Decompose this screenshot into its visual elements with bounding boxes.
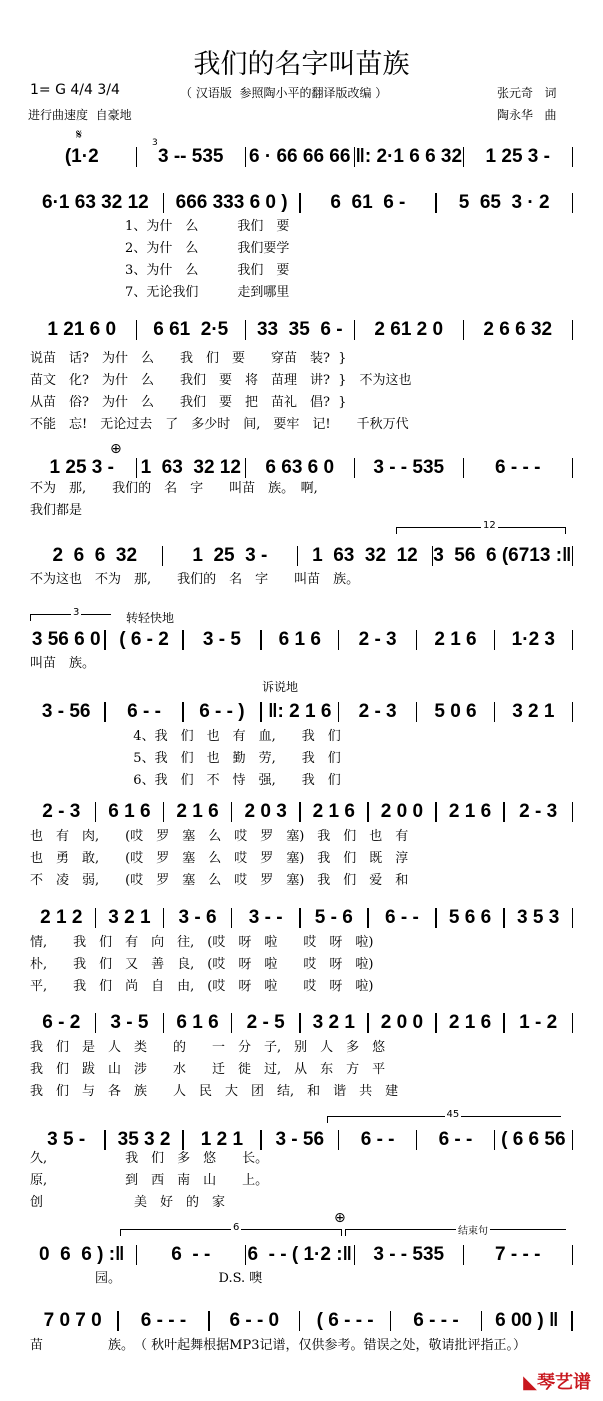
measure: 3 - - 535 (373, 457, 445, 478)
lyric-line: 1、为什 么 我们 要 (30, 219, 290, 234)
measure: 3 2 1 (108, 907, 151, 928)
lyric-line: 不 凌 弱, (哎 罗 塞 么 哎 罗 塞) 我 们 爱 和 (30, 873, 409, 888)
measure: 6 00 ) ‖ (495, 1310, 559, 1331)
measure: 2 1 6 (434, 629, 477, 650)
notation-system (28, 192, 573, 214)
measure: 2 - 5 (246, 1012, 285, 1033)
segno-icon: 𝄋 (76, 127, 83, 143)
bracket-label: 6 (233, 1222, 240, 1233)
measure: 3 - - 535 (373, 1244, 445, 1265)
lyric-line: 苗 族。 （ 秋叶起舞根据MP3记谱，仅供参考。错误之处，敬请批评指正。） (30, 1338, 526, 1353)
coda-icon: ⊕ (110, 441, 122, 457)
measure: 2 1 2 (40, 907, 83, 928)
notation-system (28, 629, 573, 651)
lyric-line: 我 们 是 人 类 的 一 分 子, 别 人 多 悠 (30, 1040, 386, 1055)
coda-icon: ⊕ (334, 1210, 346, 1226)
measure: 33 35 6 - (256, 319, 343, 340)
measure: 2 0 0 (380, 1012, 424, 1033)
measure: 1 63 32 12 (312, 545, 418, 566)
measure: 2 6 6 32 (52, 545, 138, 566)
measure: ‖: 2 1 6 (268, 701, 332, 722)
measure: 3 - 56 (41, 701, 91, 722)
lyric-line: 5、我 们 也 勤 劳, 我 们 (30, 751, 341, 766)
measure: 3 - 5 (202, 629, 241, 650)
ending-bracket (327, 1109, 561, 1123)
lyric-line: 不为 那, 我们的 名 字 叫苗 族。 啊, (30, 481, 318, 496)
lyric-line: 平, 我 们 尚 自 由, (哎 呀 啦 哎 呀 啦) (30, 979, 374, 994)
measure: 6 - - ) (199, 701, 245, 722)
lyric-line: 说苗 话? 为什 么 我 们 要 穿苗 装? } (30, 351, 347, 366)
key-signature: 1= G 4/4 3/4 (30, 82, 120, 98)
bracket-label: 45 (446, 1109, 460, 1120)
tempo-marking: 进行曲速度 自豪地 (28, 108, 132, 122)
measure: ‖: 2·1 6 6 32 (355, 146, 463, 167)
ending-bracket (30, 607, 111, 621)
notation-system (28, 1310, 573, 1332)
measure: 6 1 6 (278, 629, 321, 650)
measure: 6·1 63 32 12 (42, 192, 149, 213)
notation-system (28, 1244, 573, 1266)
notation-system (28, 319, 573, 341)
measure: 2 - 3 (358, 701, 397, 722)
measure: 6 - - 0 (229, 1310, 280, 1331)
ending-bracket (345, 1226, 566, 1237)
subtitle: （ 汉语版 参照陶小平的翻译版改编 ） (180, 86, 388, 100)
tempo-change: 转轻快地 (126, 611, 175, 625)
measure: 6 - - (127, 701, 161, 722)
measure: ( 6 - - - (316, 1310, 374, 1331)
measure: 2 - 3 (358, 629, 397, 650)
measure: 1 25 3 - (485, 146, 550, 167)
lyric-line: 久, 我 们 多 悠 长。 (30, 1151, 269, 1166)
lyric-line: 不能 忘! 无论过去 了 多少时 间, 要牢 记! 千秋万代 (30, 417, 409, 432)
lyric-line: 情, 我 们 有 向 往, (哎 呀 啦 哎 呀 啦) (30, 935, 374, 950)
notation-system (28, 1012, 573, 1034)
ending-bracket (120, 1222, 342, 1236)
measure: 1 63 32 12 (140, 457, 241, 478)
bar-line (572, 702, 574, 722)
notation-system (28, 801, 573, 823)
lyricist: 张元奇 词 (497, 86, 557, 100)
measure: 5 0 6 (434, 701, 477, 722)
measure: 6 - 2 (42, 1012, 81, 1033)
lyric-line: 4、我 们 也 有 血, 我 们 (30, 729, 341, 744)
measure: 1 2 1 (200, 1129, 244, 1150)
lyric-line: 我 们 与 各 族 人 民 大 团 结, 和 谐 共 建 (30, 1084, 399, 1099)
lyric-line: 不为这也 不为 那, 我们的 名 字 叫苗 族。 (30, 572, 360, 587)
composer: 陶永华 曲 (497, 108, 557, 122)
measure: 3 - 6 (178, 907, 217, 928)
measure: 3 - 5 (110, 1012, 149, 1033)
measure: 2 1 6 (176, 801, 219, 822)
measure: 0 6 6 ) :‖ (39, 1244, 125, 1265)
bar-line (572, 458, 574, 478)
ending-bracket (396, 520, 566, 534)
measure: 2 61 2 0 (374, 319, 444, 340)
bar-line (572, 1130, 574, 1150)
bar-line (572, 630, 574, 650)
measure: 5 65 3 · 2 (458, 192, 550, 213)
measure: 6 61 2·5 (153, 319, 229, 340)
measure: 1 21 6 0 (47, 319, 117, 340)
notation-system (28, 146, 573, 168)
measure: 3 56 6 0 (31, 629, 101, 650)
measure: 2 0 3 (244, 801, 287, 822)
measure: 2 - 3 (42, 801, 81, 822)
measure: 3 -- 535 (158, 146, 224, 167)
measure: 6 - - ( 1·2 :‖ (247, 1244, 352, 1265)
bar-line (572, 1013, 574, 1033)
measure: 6 - - - (495, 457, 541, 478)
measure: 2 1 6 (312, 801, 355, 822)
bar-line (571, 1311, 573, 1331)
bar-line (572, 147, 574, 167)
measure: 35 3 2 (117, 1129, 171, 1150)
measure: ( 6 6 56 (501, 1129, 566, 1150)
notation-system (28, 545, 573, 567)
measure: 6 - - (385, 907, 419, 928)
bracket-label: 3 (73, 607, 80, 618)
notation-system (28, 701, 573, 723)
bar-line (572, 908, 574, 928)
lyric-line: 3、为什 么 我们 要 (30, 263, 290, 278)
expression-mark: 诉说地 (262, 680, 299, 694)
measure: 6 63 6 0 (265, 457, 335, 478)
lyric-line: 苗文 化? 为什 么 我们 要 将 苗理 讲? } 不为这也 (30, 373, 412, 388)
measure: 6 - - - (140, 1310, 187, 1331)
measure: 1 - 2 (519, 1012, 558, 1033)
measure: ( 6 - 2 (119, 629, 169, 650)
lyric-line: 我 们 跋 山 涉 水 迁 徙 过, 从 东 方 平 (30, 1062, 386, 1077)
measure: 3 5 3 (517, 907, 560, 928)
measure: 7 - - - (495, 1244, 541, 1265)
measure: 6 - - (171, 1244, 211, 1265)
bar-line (572, 193, 574, 213)
song-title: 我们的名字叫苗族 (193, 49, 410, 80)
notation-system (28, 907, 573, 929)
bracket-label: 12 (483, 520, 496, 531)
watermark-logo: ◣琴艺谱 (523, 1372, 591, 1393)
measure: 3 2 1 (512, 701, 555, 722)
measure: 2 1 6 (448, 801, 492, 822)
measure: 2 6 6 32 (483, 319, 553, 340)
measure: 1 25 3 - (192, 545, 268, 566)
measure: 5 - 6 (314, 907, 353, 928)
lyric-line: 朴, 我 们 又 善 良, (哎 呀 啦 哎 呀 啦) (30, 957, 374, 972)
lyric-line: 创 美 好 的 家 (30, 1195, 226, 1210)
measure: 3 - 56 (275, 1129, 325, 1150)
bracket-label: 结束句 (456, 1222, 490, 1237)
bar-line (572, 320, 574, 340)
measure: 1·2 3 (511, 629, 555, 650)
bar-line (572, 1245, 574, 1265)
measure: 6 · 66 66 66 (249, 146, 351, 167)
measure: 6 61 6 - (330, 192, 406, 213)
lyric-line: 也 有 肉, (哎 罗 塞 么 哎 罗 塞) 我 们 也 有 (30, 829, 409, 844)
lyric-line: 从苗 俗? 为什 么 我们 要 把 苗礼 倡? } (30, 395, 347, 410)
measure: 3 56 6 (6713 :‖ (433, 545, 572, 566)
bar-line (572, 802, 574, 822)
lyric-line: 7、无论我们 走到哪里 (30, 285, 290, 300)
lyric-line: 叫苗 族。 (30, 656, 96, 671)
measure: 1 25 3 - (49, 457, 114, 478)
lyric-line: 园。 D.S. 噢 (30, 1271, 263, 1286)
measure: 2 1 6 (448, 1012, 492, 1033)
measure: 2 - 3 (519, 801, 558, 822)
measure: 6 1 6 (108, 801, 151, 822)
measure: 5 6 6 (448, 907, 492, 928)
triplet-mark: 3 (152, 138, 158, 148)
measure: 3 2 1 (312, 1012, 355, 1033)
bar-line (572, 546, 574, 566)
measure: 7 0 7 0 (43, 1310, 102, 1331)
measure: 6 - - (438, 1129, 473, 1150)
lyric-line: 原, 到 西 南 山 上。 (30, 1173, 269, 1188)
lyric-line: 我们都是 (30, 503, 83, 518)
measure: 6 1 6 (176, 1012, 219, 1033)
measure: 3 - - (248, 907, 283, 928)
lyric-line: 6、我 们 不 恃 强, 我 们 (30, 773, 341, 788)
measure: 666 333 6 0 ) (175, 192, 288, 213)
lyric-line: 也 勇 敢, (哎 罗 塞 么 哎 罗 塞) 我 们 既 淳 (30, 851, 409, 866)
notation-system (28, 1129, 573, 1151)
measure: 2 0 0 (380, 801, 424, 822)
measure: 3 5 - (47, 1129, 86, 1150)
measure: (1·2 (64, 146, 99, 167)
lyric-line: 2、为什 么 我们要学 (30, 241, 290, 256)
measure: 6 - - - (413, 1310, 459, 1331)
measure: 6 - - (360, 1129, 395, 1150)
notation-system (28, 457, 573, 479)
